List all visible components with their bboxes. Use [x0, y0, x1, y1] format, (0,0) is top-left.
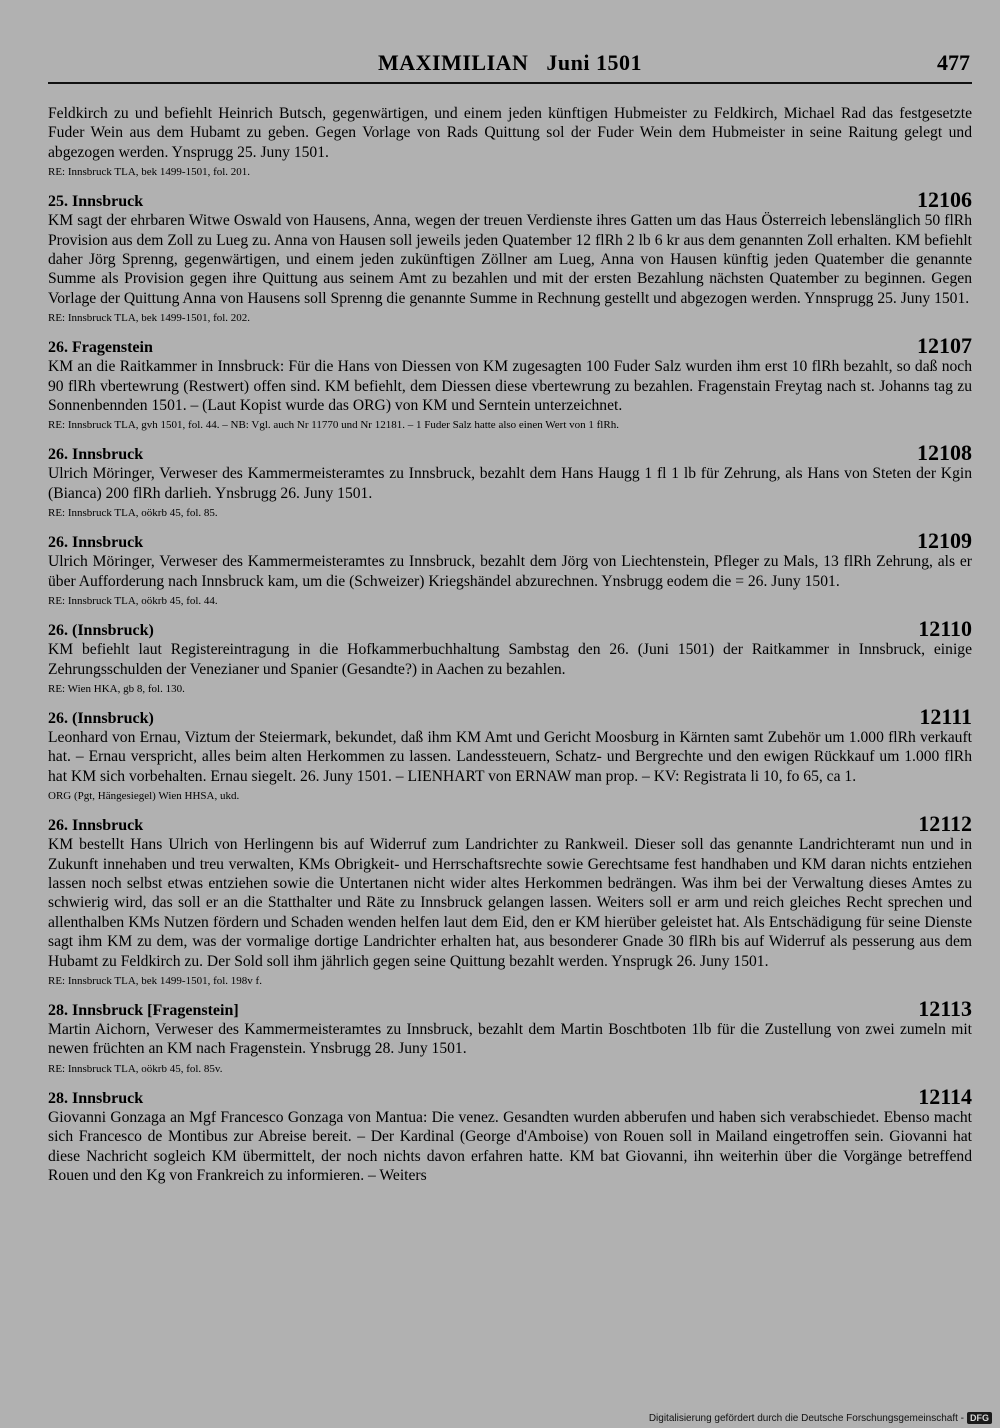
dfg-logo-icon: DFG [967, 1412, 992, 1424]
entry-body: Ulrich Möringer, Verweser des Kammermeisteramtes zu Innsbruck, bezahlt dem Jörg von Liechtenstein, Pfleger zu Mals, 13 flRh Zehrung, als er über Aufforderung nach Innsbruck kam, um die (Schweizer) Kriegshändel abzurechnen. Ynsbrugg eodem die = 26. Juny 1501. [48, 553, 972, 590]
entry-heading [48, 189, 972, 211]
regest-entry [48, 530, 972, 609]
entry-heading [48, 813, 972, 835]
regest-entry [48, 813, 972, 989]
entry-date-place: 26. Fragenstein [48, 339, 153, 357]
regest-entry [48, 995, 972, 1077]
entry-heading [48, 530, 972, 552]
entry-body: Leonhard von Ernau, Viztum der Steiermark, bekundet, daß ihm KM Amt und Gericht Moosburg in Kärnten samt Zubehör um 1.000 flRh verkauft hat. – Ernau verspricht, alles beim alten Herkommen zu lassen. Landessteuern, Schatz- und Bergrechte und den ewigen Rückkauf um 1.000 flRh hat KM sich vorbehalten. Ernau siegelt. 26. Juny 1501. – LIENHART von ERNAW man prop. – KV: Registrata li 10, fo 65, ca 1. [48, 728, 972, 785]
entry-body: Martin Aichorn, Verweser des Kammermeisteramtes zu Innsbruck, bezahlt dem Martin Boschtboten 1lb für die Zustellung von zwei zumeln mit newen früchten an KM nach Fragenstein. Ynsbrugg 28. Juny 1501. [48, 1020, 972, 1058]
entry-source: RE: Innsbruck TLA, oökrb 45, fol. 85v. [48, 1062, 223, 1075]
entry-date-place: 28. Innsbruck [48, 1089, 144, 1107]
page-number: 477 [937, 50, 970, 75]
entry-number: 12113 [918, 995, 972, 1021]
entry-date-place: 26. Innsbruck [48, 446, 144, 464]
entry-date-place: 26. Innsbruck [48, 534, 144, 552]
entry-number: 12109 [917, 528, 972, 554]
entry-heading [48, 618, 972, 640]
entry-number: 12108 [917, 440, 972, 466]
regest-entry [48, 189, 972, 326]
entry-date-place: 26. Innsbruck [48, 817, 144, 835]
entry-number: 12114 [918, 1083, 972, 1109]
entry-heading [48, 703, 972, 729]
page-header [48, 48, 972, 84]
entry-date-place: 28. Innsbruck [Fragenstein] [48, 1001, 239, 1019]
footer-text: Digitalisierung gefördert durch die Deutsche Forschungsgemeinschaft - [648, 1412, 964, 1424]
regest-entry [48, 442, 972, 521]
entry-date-place: 25. Innsbruck [48, 193, 144, 211]
regest-entry [48, 703, 972, 804]
running-title: MAXIMILIAN Juni 1501 [377, 50, 643, 75]
entry-number: 12107 [917, 333, 972, 359]
entry-number: 12111 [919, 703, 972, 729]
entry-body: Giovanni Gonzaga an Mgf Francesco Gonzaga von Mantua: Die venez. Gesandten wurden abberufen und haben sich verabschiedet. Ebenso macht sich Francesco de Montibus zur Abreise bereit. – Der Kardinal (George d'Amboise) von Rouen soll in Mailand eingetroffen sein. Giovanni hat diese Nachricht sogleich KM übermittelt, der noch nichts davon erfahren hatte. KM bat Giovanni, ihn weiterhin über die Vorgänge betreffend Rouen und den Kg von Frankreich zu informieren. – Weiters [48, 1108, 972, 1184]
regest-entry [48, 618, 972, 697]
page-content [48, 104, 972, 1194]
entry-body: Feldkirch zu und befiehlt Heinrich Butsch, gegenwärtigen, und einem jeden künftigen Hubmeister zu Feldkirch, Michael Rad das festgesetzte Fuder Wein aus dem Hubamt zu geben. Gegen Vorlage von Rads Quittung sol der Fuder Wein dem Hubmeister in seine Raitung gelegt und abgezogen werden. Ynsprugg 25. Juny 1501. [48, 105, 972, 161]
entry-source: RE: Innsbruck TLA, oökrb 45, fol. 85. [48, 507, 218, 520]
entry-body: KM an die Raitkammer in Innsbruck: Für die Hans von Diessen von KM zugesagten 100 Fuder Salz wurden ihm erst 10 flRh bezahlt, so daß noch 90 flRh vbertewrung (Restwert) offen sind. KM befiehlt, dem Diessen diese vbertewrung zu bezahlen. Fragenstain Freytag nach st. Johanns tag zu Sonnenbennden 1501. – (Laut Kopist wurde das ORG) von KM und Serntein unterzeichnet. [48, 358, 972, 415]
entry-number: 12112 [918, 811, 972, 837]
entry-source: ORG (Pgt, Hängesiegel) Wien HHSA, ukd. [48, 790, 240, 803]
entry-body: KM bestellt Hans Ulrich von Herlingenn bis auf Widerruf zum Landrichter zu Rankweil. Dieser soll das genannte Landrichteramt nun und in Zukunft innehaben und treu verwalten, KMs Obrigkeit- und Herrschaftsrechte sowie Gerechtsame fest handhaben und KM daran nichts entziehen lassen noch selbst etwas entziehen sowie die Untertanen nicht wider altes Herkommen bedrängen. Was ihm bei der Verwaltung dieses Amtes zu schwierig wird, das soll er an die Statthalter und Räte zu Innsbruck gelangen lassen. Weiters soll er arm und reich gleiches Recht sprechen und allenthalben KMs Nutzen fördern und Schaden wenden helfen laut dem Eid, den er KM hierüber geleistet hat. Als Entschädigung für seine Dienste sagt ihm KM zu dem, was der vormalige dortige Landrichter erhalten hat, aus besonderer Gnade 30 flRh bis auf Widerruf als pesserung aus dem Hubamt zu Feldkirch zu. Der Sold soll ihm jährlich gegen seine Quittung bezahlt werden. Ynsprugk 26. Juny 1501. [48, 836, 972, 970]
entry-body: KM befiehlt laut Registereintragung in die Hofkammerbuchhaltung Sambstag den 26. (Juni 1501) der Raitkammer in Innsbruck, einige Zehrungsschulden der Venezianer und Spanier (Gesandte?) in Aachen zu bezahlen. [48, 641, 972, 678]
entry-heading [48, 995, 972, 1021]
entry-date-place: 26. (Innsbruck) [48, 709, 154, 727]
continuation-entry [48, 104, 972, 180]
entry-body: Ulrich Möringer, Verweser des Kammermeisteramtes zu Innsbruck, bezahlt dem Hans Haugg 1 fl 1 lb für Zehrung, als Hans von Steten der Kgin (Bianca) 200 flRh darlieh. Ynsbrugg 26. Juny 1501. [48, 465, 972, 502]
regest-entry [48, 1083, 972, 1186]
entry-number: 12106 [917, 187, 972, 213]
entry-date-place: 26. (Innsbruck) [48, 622, 154, 640]
entry-source: RE: Innsbruck TLA, gvh 1501, fol. 44. – NB: Vgl. auch Nr 11770 und Nr 12181. – 1 Fuder Salz hatte also einen Wert von 1 flRh. [48, 419, 619, 432]
entry-heading [48, 442, 972, 464]
regest-entry [48, 335, 972, 433]
entry-source: RE: Innsbruck TLA, bek 1499-1501, fol. 201. [48, 166, 251, 179]
entry-number: 12110 [918, 616, 972, 642]
entry-source: RE: Innsbruck TLA, oökrb 45, fol. 44. [48, 595, 218, 608]
entry-heading [48, 335, 972, 357]
entry-source: RE: Wien HKA, gb 8, fol. 130. [48, 682, 185, 695]
digitization-footer [649, 1412, 992, 1424]
entry-heading [48, 1083, 972, 1109]
entry-source: RE: Innsbruck TLA, bek 1499-1501, fol. 198v f. [48, 974, 262, 987]
entry-body: KM sagt der ehrbaren Witwe Oswald von Hausens, Anna, wegen der treuen Verdienste ihres Gatten um das Haus Österreich lebenslänglich 50 flRh Provision aus dem Zoll zu Lueg zu. Anna von Hausen soll jeweils jeden Quatember 12 flRh 2 lb 6 kr aus dem genannten Zoll erhalten. KM befiehlt daher Jörg Sprenng, gegenwärtigen, und einem jeden zukünftigen Zöllner am Lueg, Anna von Hausen künftig jeden Quatember die genannte Summe als Provision gegen ihre Quittung aus seinem Amt zu bezahlen und mit der ersten Bezahlung nächsten Quatember zu beginnen. Gegen Vorlage der Quittung Anna von Hausens soll Sprenng die genannte Summe in Rechnung gestellt und abgezogen werden. Ynnsprugg 25. Juny 1501. [48, 212, 972, 307]
entry-source: RE: Innsbruck TLA, bek 1499-1501, fol. 202. [48, 312, 251, 325]
